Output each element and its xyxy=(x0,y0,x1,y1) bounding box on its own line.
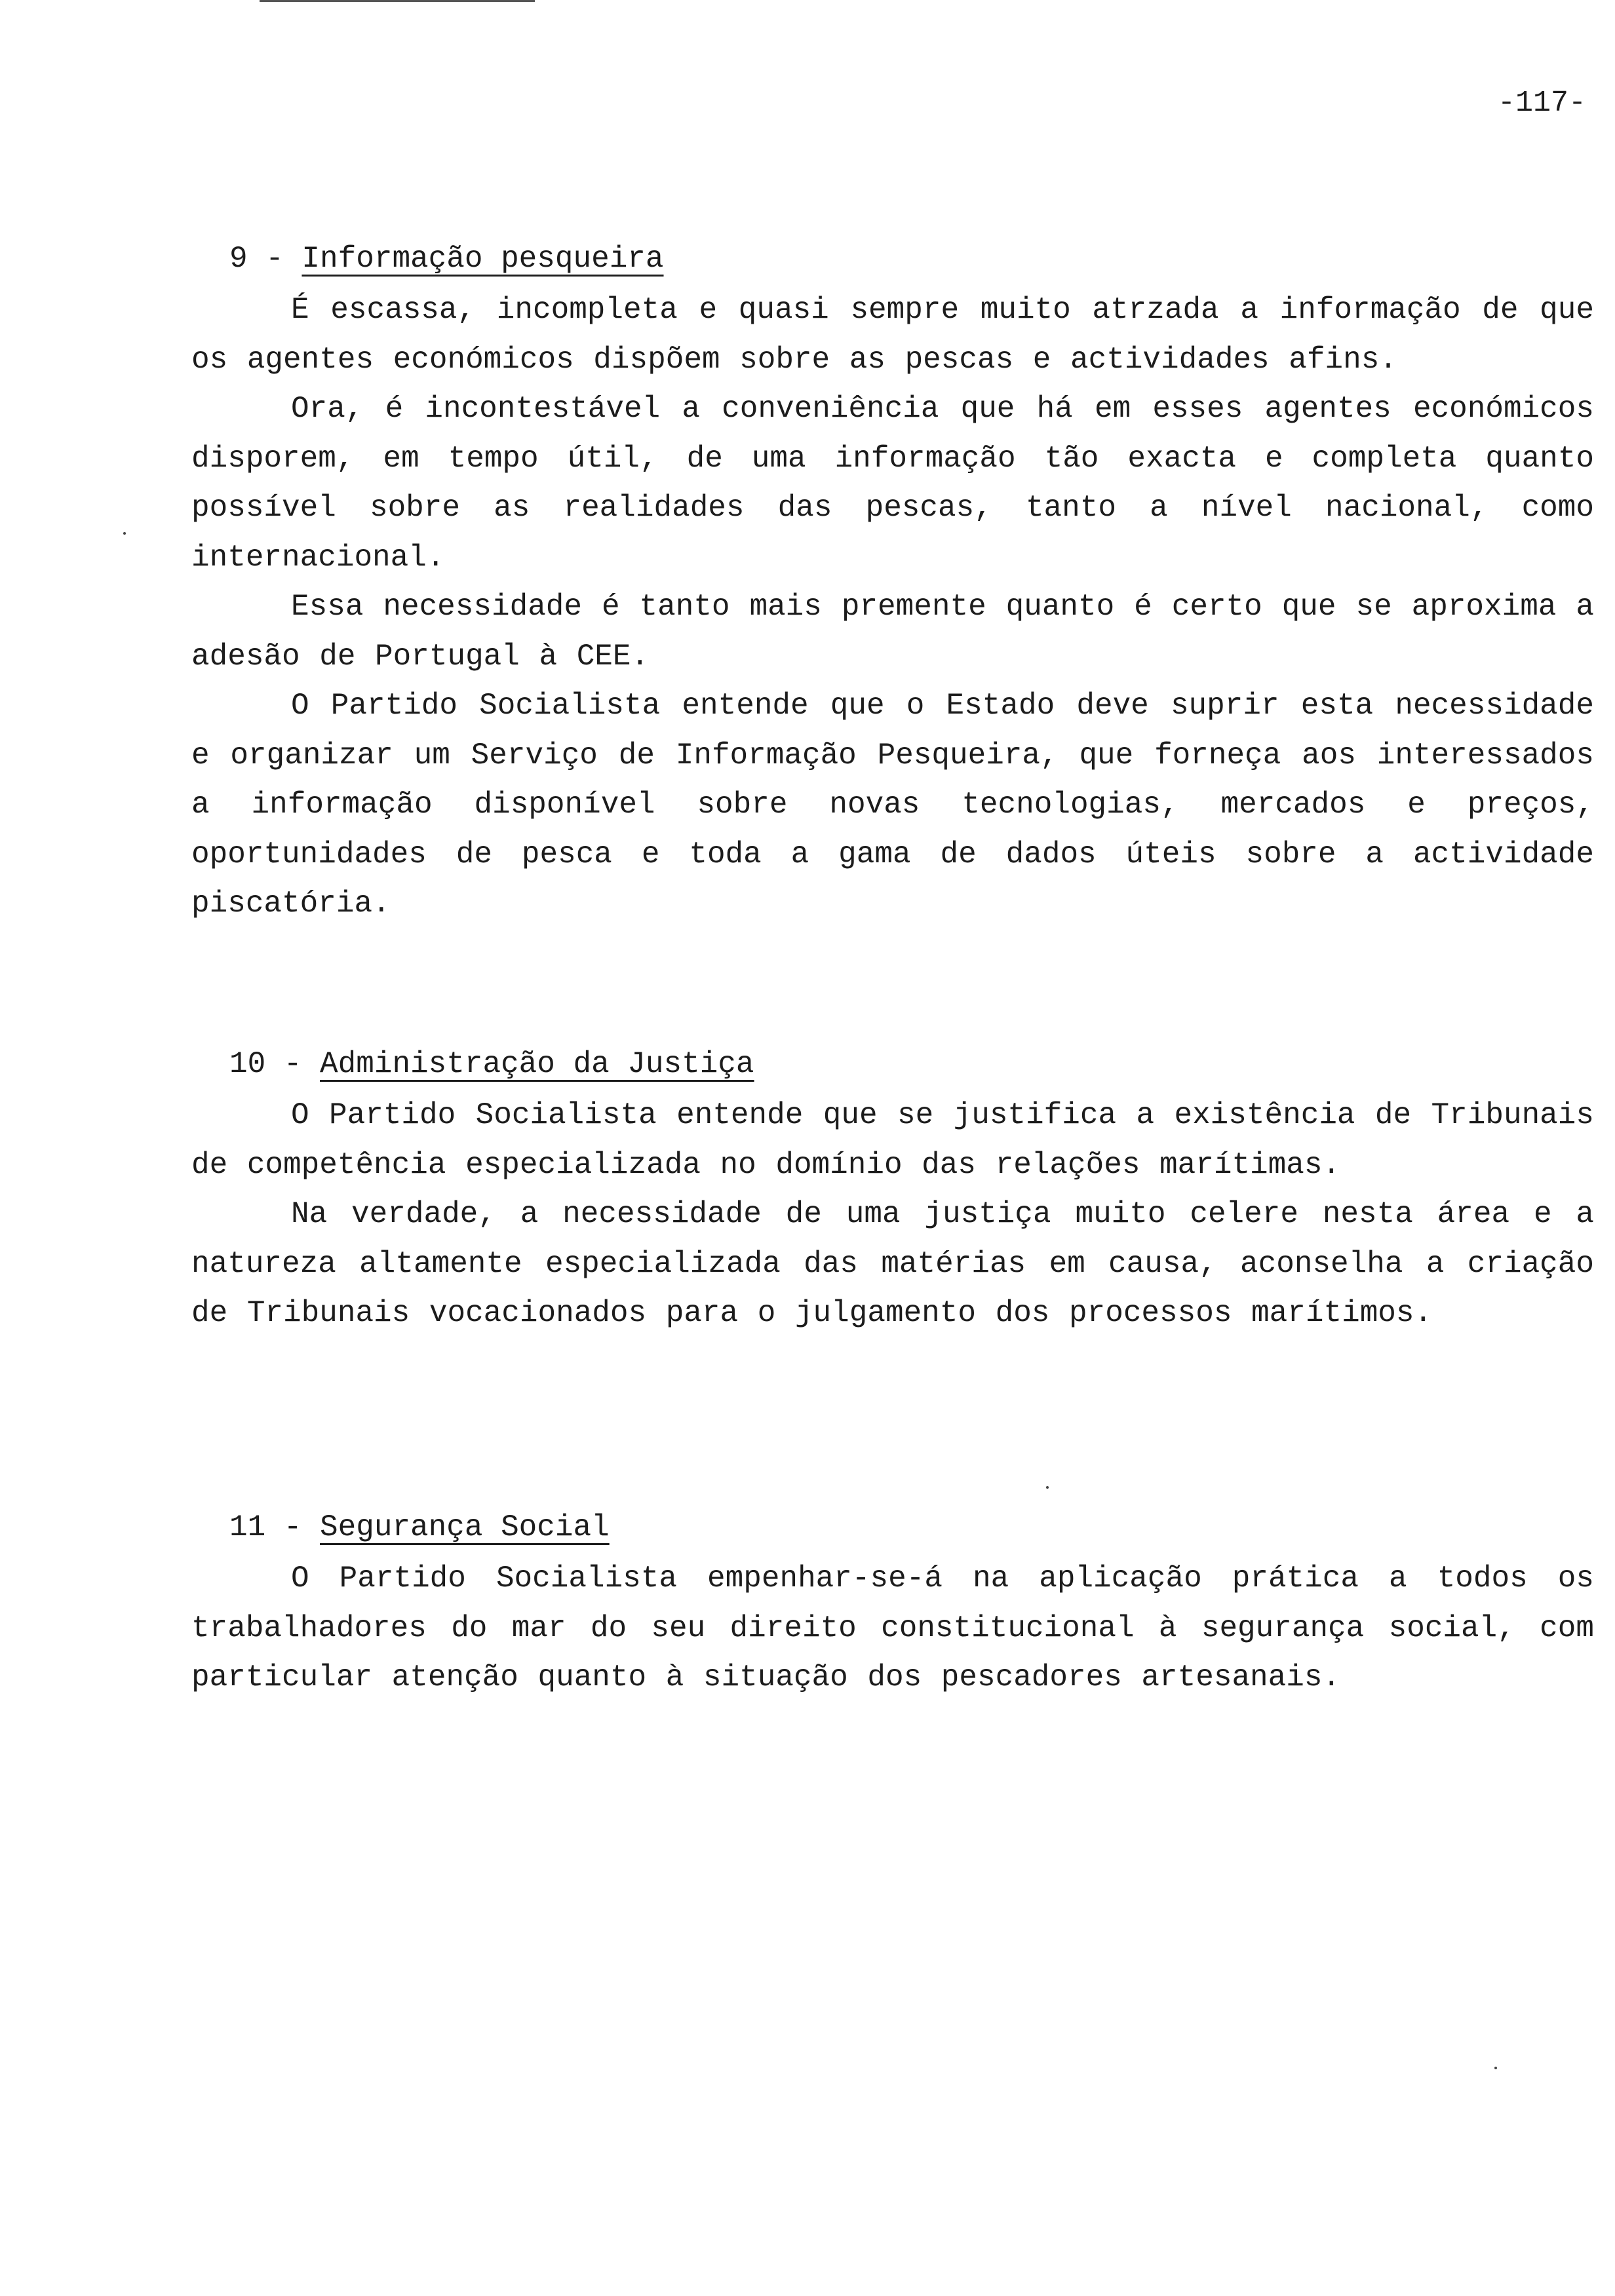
paragraph: É escassa, incompleta e quasi sempre muito atrzada a informação de que os agentes económicos dispõem sobre as pescas e actividades afins. xyxy=(191,293,1594,377)
paragraph: Essa necessidade é tanto mais premente quanto é certo que se aproxima a adesão de Portugal à CEE. xyxy=(191,590,1594,674)
paragraph: O Partido Socialista entende que o Estado deve suprir esta necessidade e organizar um Serviço de Informação Pesqueira, que forneça aos interessados a informação disponível sobre novas tecnologias, mercados e preços, oportunidades de pesca e toda a gama de dados úteis sobre a actividade piscatória. xyxy=(191,689,1594,921)
paragraph: Na verdade, a necessidade de uma justiça muito celere nesta área e a natureza altamente especializada das matérias em causa, aconselha a criação de Tribunais vocacionados para o julgamento dos processos marítimos. xyxy=(191,1197,1594,1330)
top-rule xyxy=(260,0,535,2)
section-administracao-justica xyxy=(191,1040,1594,1339)
paragraph: O Partido Socialista entende que se justifica a existência de Tribunais de competência especializada no domínio das relações marítimas. xyxy=(191,1098,1594,1182)
section-title: Informação pesqueira xyxy=(302,242,664,276)
scan-speck xyxy=(123,532,126,535)
scan-speck xyxy=(1494,2067,1497,2069)
section-title: Administração da Justiça xyxy=(320,1047,754,1081)
paragraph: O Partido Socialista empenhar-se-á na aplicação prática a todos os trabalhadores do mar do seu direito constitucional à segurança social, com particular atenção quanto à situação dos pescadores artesanais. xyxy=(191,1561,1594,1694)
section-heading xyxy=(191,1040,1594,1088)
section-heading xyxy=(191,1503,1594,1552)
page-number: -117- xyxy=(1497,86,1586,120)
section-seguranca-social xyxy=(191,1503,1594,1703)
section-number: 11 - xyxy=(229,1510,321,1544)
section-heading xyxy=(191,235,1594,283)
section-number: 10 - xyxy=(229,1047,321,1081)
section-number: 9 - xyxy=(229,242,302,276)
section-informacao-pesqueira xyxy=(191,235,1594,929)
paragraph: Ora, é incontestável a conveniência que há em esses agentes económicos disporem, em tempo útil, de uma informação tão exacta e completa quanto possível sobre as realidades das pescas, tanto a nível nacional, como internacional. xyxy=(191,392,1594,575)
scan-speck xyxy=(1046,1486,1049,1489)
section-title: Segurança Social xyxy=(320,1510,610,1544)
